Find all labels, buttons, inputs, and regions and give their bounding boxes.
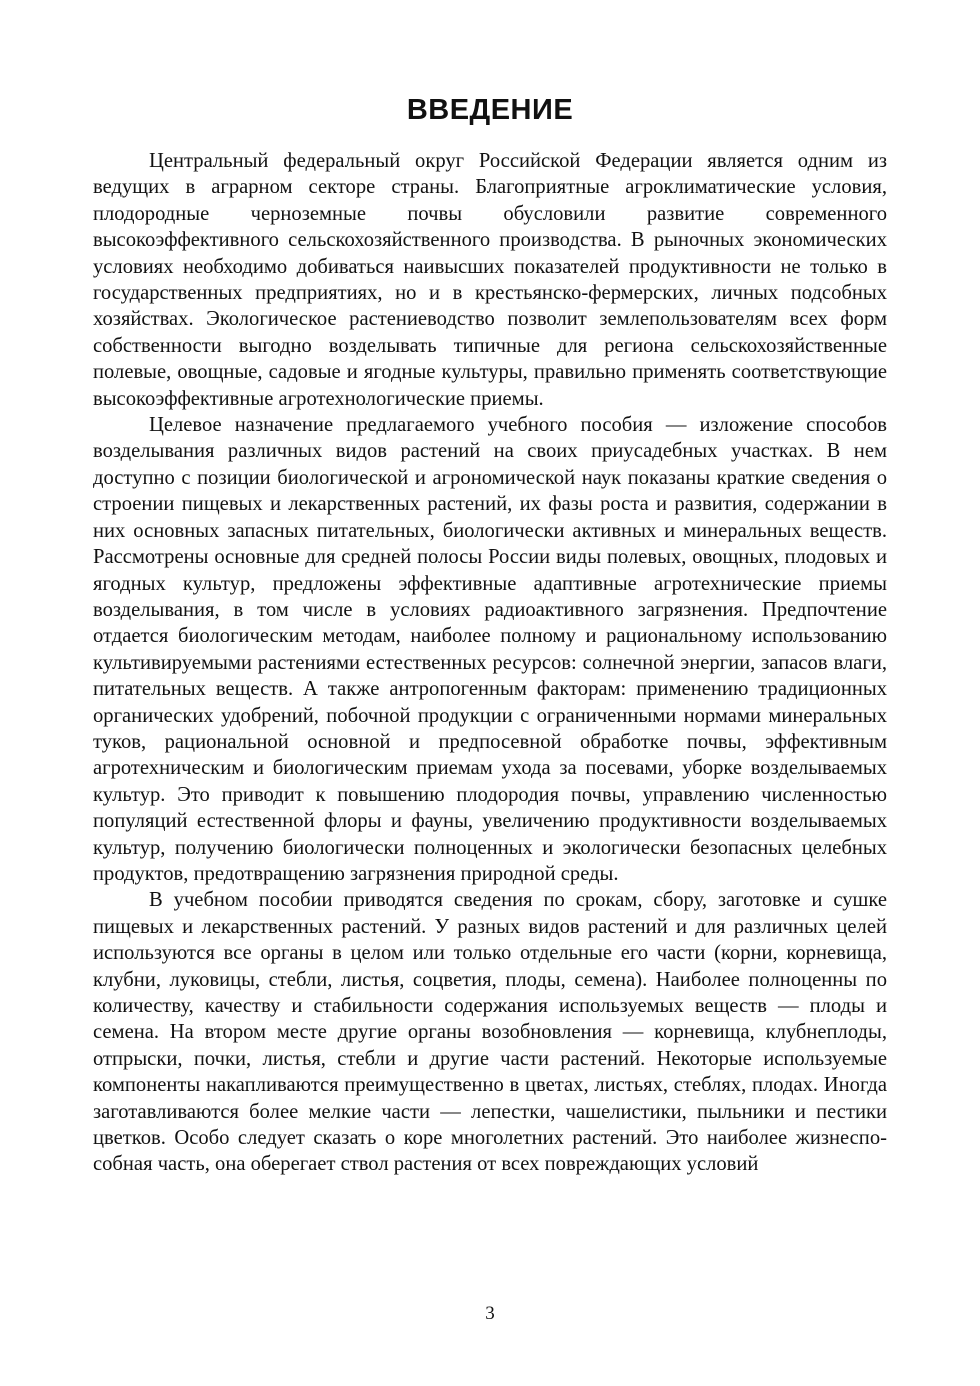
page-content xyxy=(93,90,887,1178)
paragraph-1: Центральный федеральный округ Российской Федерации является одним из ведущих в аграрном секторе страны. Благоприятные агроклиматические условия, плодородные черноземные почвы обусловили развитие современного высокоэффективного сельскохозяйственного производства. В рыночных экономических условиях необходимо добиваться наивысших показателей продуктивности не только в государственных предприятиях, но и в крестьянско-фермерских, личных подсобных хозяйствах. Экологическое растениеводство позволит землепользователям всех форм собственности выгодно возделывать типичные для региона сельскохозяйственные полевые, овощные, садовые и ягодные культуры, правильно применять соответствующие высокоэффективные агротехнологические приемы. xyxy=(93,150,887,410)
chapter-title: ВВЕДЕНИЕ xyxy=(406,94,574,126)
paragraph-2: Целевое назначение предлагаемого учебного пособия — изложение способов возделывания различных видов растений на своих приусадебных участках. В нем доступно с позиции биологической и агрономической наук показаны краткие сведения о строении пищевых и лекарственных растений, их фазы роста и развития, содержании в них основных запасных питательных, биологически активных и минеральных веществ. Рассмотрены основные для средней полосы России виды полевых, овощных, плодовых и ягодных культур, предложены эффективные адаптивные агротехнические приемы возделывания, в том числе в условиях радиоактивного загрязнения. Предпочтение отдается биологическим методам, наиболее полному и рациональному использованию культивируемыми растениями естественных ресурсов: солнечной энергии, запасов влаги, питательных веществ. А также антропогенным факторам: применению традиционных органических удобрений, побочной продукции с ограниченными нормами минеральных туков, рациональной основной и предпосевной обработке почвы, эффективным агротехническим и биологическим приемам ухода за посевами, уборке возделываемых культур. Это приводит к повышению плодородия почвы, управлению численностью популяций естественной флоры и фауны, увеличению продуктивности возделываемых культур, получению биологически полноценных и экологически безопасных целебных продуктов, предотвращению загрязнения природной среды. xyxy=(93,414,887,885)
paragraph-3: В учебном пособии приводятся сведения по срокам, сбору, заготовке и сушке пищевых и лекарственных растений. У разных видов растений и для различных целей используются все органы в целом или только отдельные его части (корни, корневища, клубни, луковицы, стебли, листья, соцветия, плоды, семена). Наиболее полноценны по количеству, качеству и стабильности содержания используемых веществ — плоды и семена. На втором месте другие органы возобновления — корневища, клубнеплоды, отпрыски, почки, листья, стебли и другие части растений. Некоторые используемые компоненты накапливаются преимущественно в цветах, листьях, стеблях, плодах. Иногда заготавливаются более мелкие части — лепестки, чашелистики, пыльники и пестики цветков. Особо следует сказать о коре многолетних растений. Это наиболее жизнеспособная часть, она оберегает ствол растения от всех повреждающих условий xyxy=(93,889,887,1176)
page-number: 3 xyxy=(485,1303,495,1324)
